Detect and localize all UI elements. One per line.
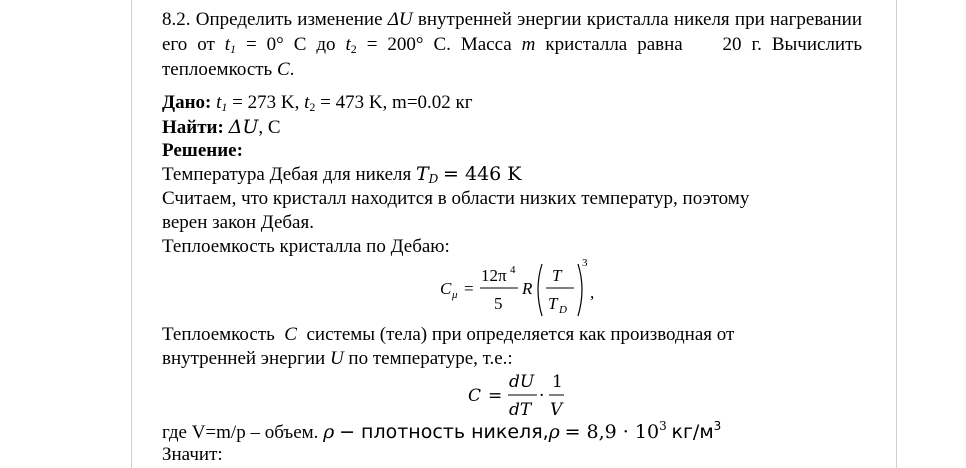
formula-equals: = <box>464 279 474 298</box>
formula2-numerator: dU <box>509 372 535 392</box>
given-line: Дано: $t_1 = 273$ K, $t_2 = 473$ K, m=0.02 кг <box>162 92 473 114</box>
formula2-denominator: dT <box>509 400 532 420</box>
formula2-dot: · <box>539 386 545 406</box>
formula-lhs-c: C <box>440 279 452 298</box>
heat-capacity-definition-line2: внутренней энергии U по температуре, т.е.: <box>162 348 513 369</box>
problem-statement: 8.2. Определить изменение ΔU внутренней энергии кристалла никеля при нагревании его от $t_1 = 0^\circ$ С до $t_2 = 200^\circ$ С. Масса m кристалла равна 20 г. Вычислить теплоемкость C. <box>162 9 863 80</box>
low-temperature-line: Считаем, что кристалл находится в области низких температур, поэтому <box>162 188 750 209</box>
formula-numerator-exp: 4 <box>510 264 516 276</box>
formula-r: R <box>522 279 533 298</box>
formula-numerator: 12π <box>481 266 507 285</box>
find-line: Найти: ΔU, С <box>162 116 281 138</box>
formula-t-den: T <box>548 294 558 313</box>
formula-t-den-sub: D <box>559 304 567 316</box>
formula-denominator: 5 <box>494 294 503 313</box>
therefore-line: Значит: <box>162 444 223 465</box>
solution-label: Решение: <box>162 140 243 161</box>
formula-exp: 3 <box>582 257 588 269</box>
debye-temperature-line: Температура Дебая для никеля $T_D = 446$ K <box>162 163 522 186</box>
formula2-lhs: C <box>468 386 482 406</box>
page-border-right <box>896 0 897 468</box>
formula-right-paren <box>578 264 582 316</box>
heat-capacity-definition-line1: Теплоемкость C системы (тела) при определяется как производная от <box>162 324 735 345</box>
derivative-formula <box>466 370 576 420</box>
formula2-equals: = <box>488 386 503 406</box>
debye-heat-capacity-line: Теплоемкость кристалла по Дебаю: <box>162 236 450 257</box>
formula-lhs-sub: μ <box>452 289 458 301</box>
formula-left-paren <box>538 264 542 316</box>
page-border-left <box>131 0 132 468</box>
formula-t-num: T <box>552 266 562 285</box>
formula2-denominator2: V <box>550 400 563 420</box>
formula-comma: , <box>590 283 595 302</box>
formula2-numerator2: 1 <box>552 372 563 392</box>
volume-density-line: где V=m/p – объем. ρ − плотность никеля,ρ = $8,9 \cdot 10^3$ $кг/м^3$ <box>162 419 722 443</box>
debye-law-line: верен закон Дебая. <box>162 212 314 233</box>
debye-formula <box>430 254 630 324</box>
